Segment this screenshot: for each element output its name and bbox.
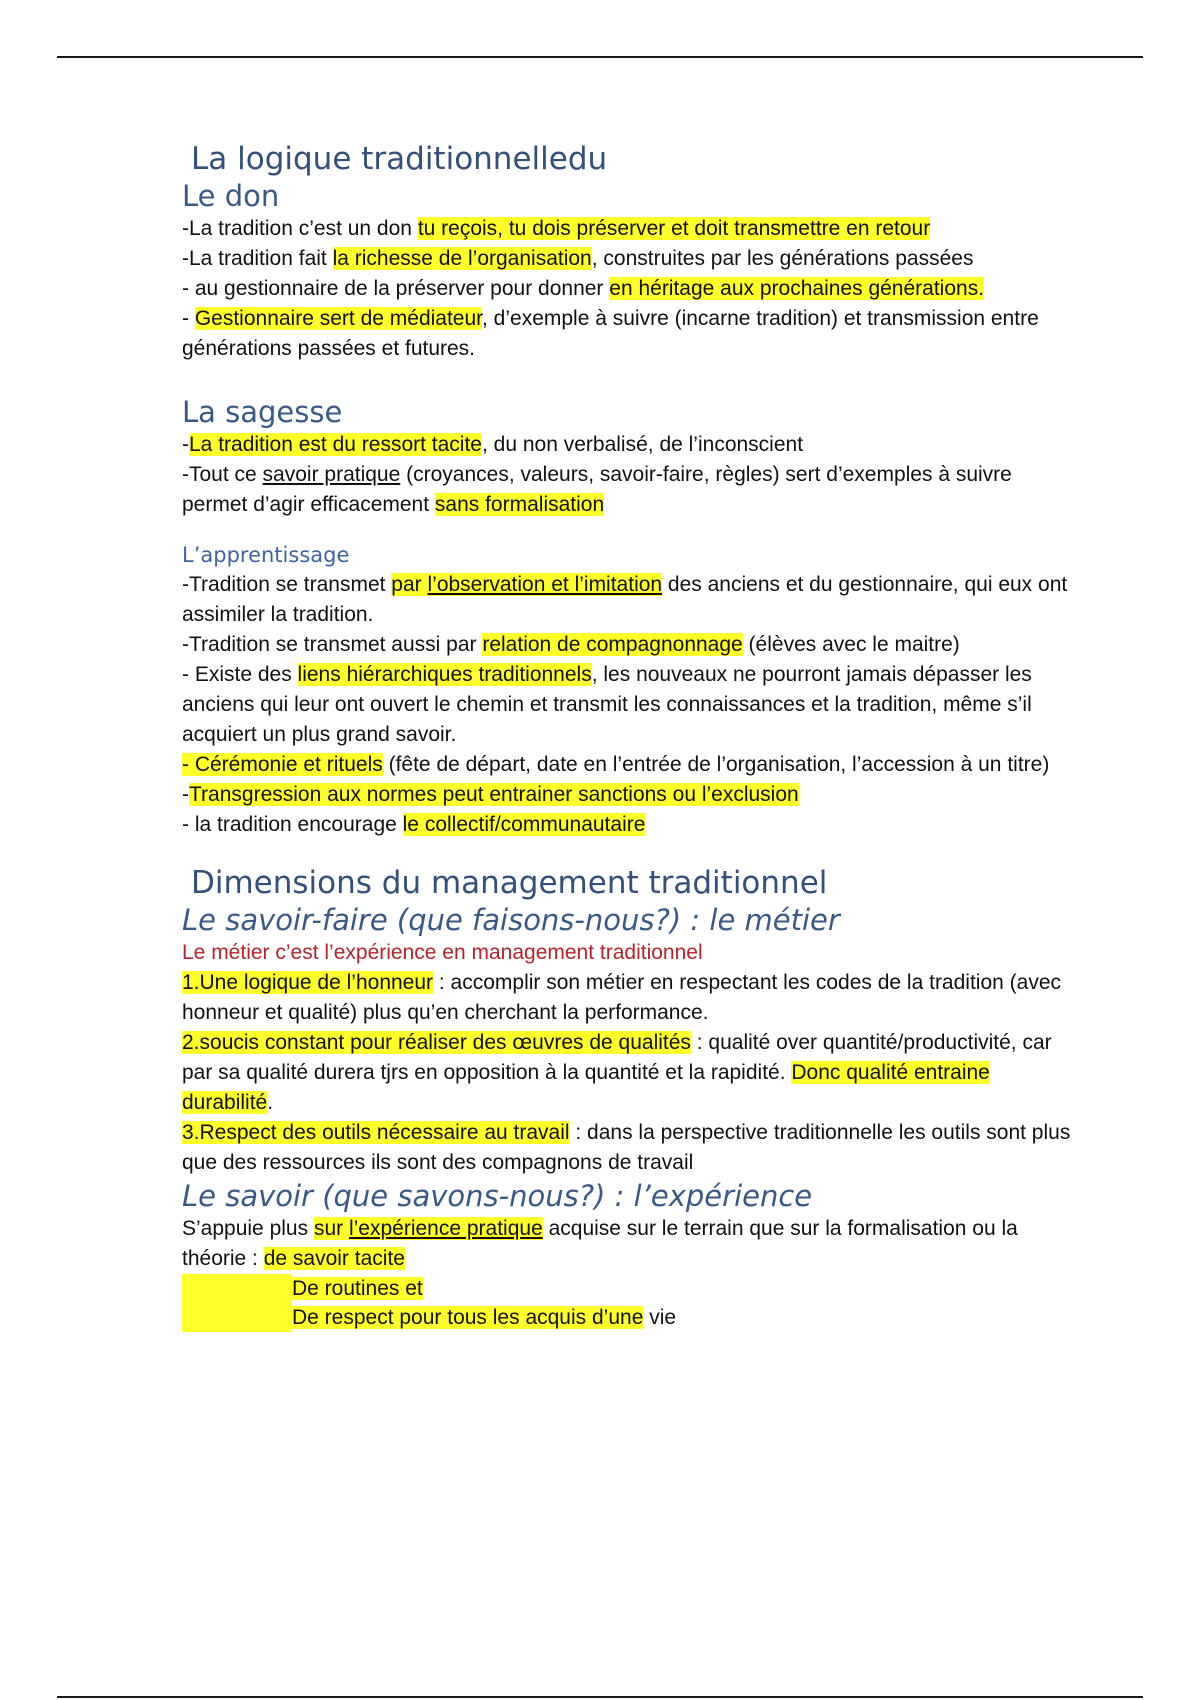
savoir-indent-item: De respect pour tous les acquis d’une vie — [182, 1303, 1072, 1332]
apprentissage-line-4: - Cérémonie et rituels (fête de départ, date en l’entrée de l’organisation, l’accession à un titre) — [182, 753, 1050, 776]
savoir-faire-point-3: 3.Respect des outils nécessaire au travail : dans la perspective traditionnelle les outils sont plus que des ressources ils sont des compagnons de travail — [182, 1121, 1071, 1174]
apprentissage-line-3: - Existe des liens hiérarchiques traditionnels, les nouveaux ne pourront jamais dépasser les anciens qui leur ont ouvert le chemin et transmit les connaissances et la tradition, même s’il acquiert un plus grand savoir. — [182, 663, 1032, 746]
apprentissage-line-6: - la tradition encourage le collectif/communautaire — [182, 813, 646, 836]
savoir-faire-point-2: 2.soucis constant pour réaliser des œuvres de qualités : qualité over quantité/productivité, car par sa qualité durera tjrs en opposition à la quantité et la rapidité. Donc qualité entraine durabilité. — [182, 1031, 1052, 1114]
heading-apprentissage: L’apprentissage — [182, 543, 350, 567]
heading-le-don: Le don — [182, 179, 280, 213]
heading-la-sagesse: La sagesse — [182, 395, 343, 429]
don-line-4: - Gestionnaire sert de médiateur, d’exemple à suivre (incarne tradition) et transmission entre générations passées et futures. — [182, 307, 1039, 360]
apprentissage-line-5: -Transgression aux normes peut entrainer sanctions ou l’exclusion — [182, 783, 799, 806]
apprentissage-line-2: -Tradition se transmet aussi par relation de compagnonnage (élèves avec le maitre) — [182, 633, 960, 656]
section-title-logique: La logique traditionnelledu — [191, 141, 608, 177]
don-line-3: - au gestionnaire de la préserver pour donner en héritage aux prochaines générations. — [182, 277, 985, 300]
document-body — [182, 140, 1072, 1332]
savoir-line-1: S’appuie plus sur l’expérience pratique acquise sur le terrain que sur la formalisation ou la théorie : de savoir tacite — [182, 1217, 1018, 1270]
don-line-2: -La tradition fait la richesse de l’organisation, construites par les générations passées — [182, 247, 974, 270]
savoir-indented-list — [182, 1274, 1072, 1332]
heading-savoir-faire: Le savoir-faire (que faisons-nous?) : le métier — [182, 903, 840, 937]
section-title-dimensions: Dimensions du management traditionnel — [191, 865, 828, 901]
don-line-1: -La tradition c’est un don tu reçois, tu dois préserver et doit transmettre en retour — [182, 217, 931, 240]
savoir-faire-point-1: 1.Une logique de l’honneur : accomplir son métier en respectant les codes de la tradition (avec honneur et qualité) plus qu’en cherchant la performance. — [182, 971, 1062, 1024]
savoir-indent-item: De routines et — [182, 1274, 1072, 1303]
apprentissage-line-1: -Tradition se transmet par l’observation et l’imitation des anciens et du gestionnaire, qui eux ont assimiler la tradition. — [182, 573, 1068, 626]
sagesse-line-2: -Tout ce savoir pratique (croyances, valeurs, savoir-faire, règles) sert d’exemples à suivre permet d’agir efficacement sans formalisation — [182, 463, 1012, 516]
metier-definition: Le métier c’est l’expérience en management traditionnel — [182, 941, 703, 964]
heading-savoir: Le savoir (que savons-nous?) : l’expérience — [182, 1179, 813, 1213]
bottom-rule — [57, 1696, 1143, 1698]
top-rule — [57, 56, 1143, 58]
sagesse-line-1: -La tradition est du ressort tacite, du non verbalisé, de l’inconscient — [182, 433, 804, 456]
